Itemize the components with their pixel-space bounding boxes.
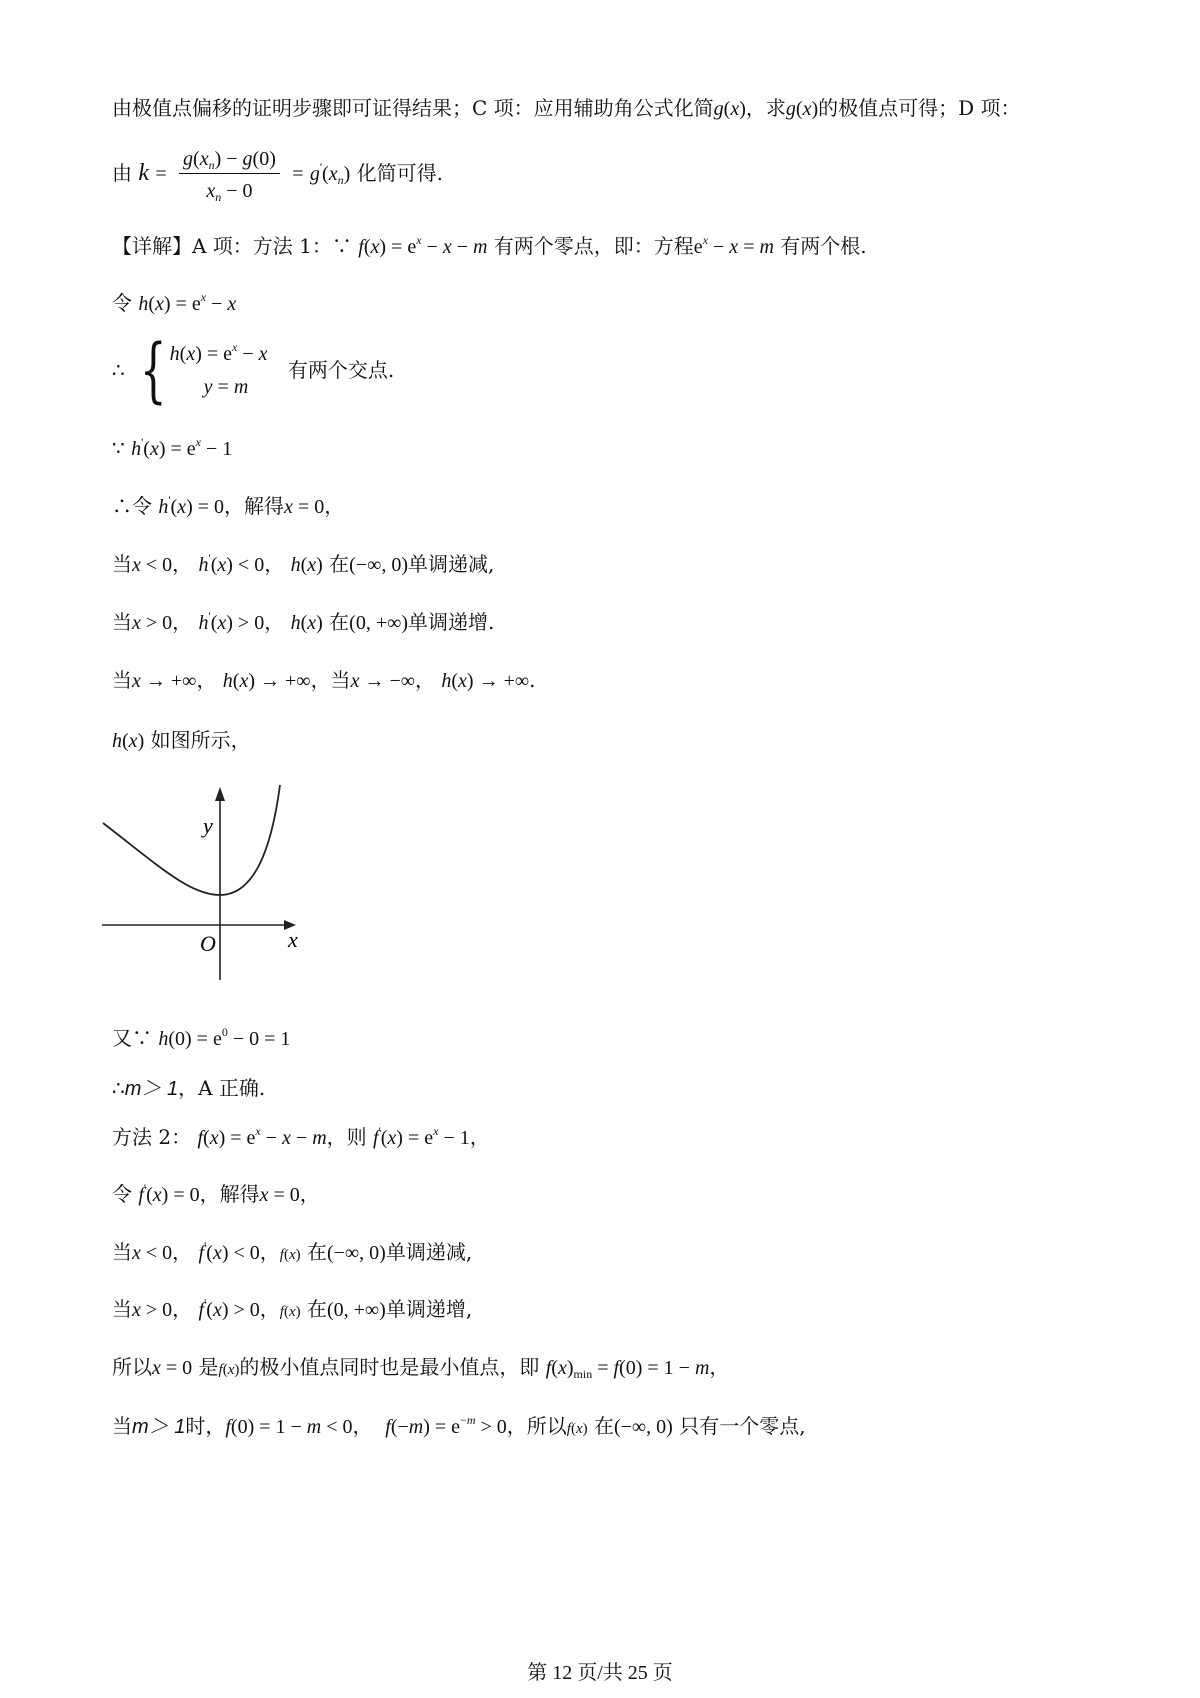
text: ， bbox=[172, 610, 193, 634]
text: 单调递减, bbox=[385, 1240, 473, 1264]
text-line-16: 当x < 0， f'(x) < 0，f(x) 在(−∞, 0)单调递减, bbox=[112, 1239, 473, 1264]
text: m＞ 1 bbox=[124, 1078, 179, 1100]
text: 当 bbox=[112, 1414, 132, 1438]
text: 在 bbox=[593, 1414, 614, 1438]
text-line-19: 当m＞ 1时，f(0) = 1 − m < 0， $f(-m) = e^{-m} > 0$，所以f(x) 在(−∞, 0) 只有一个零点, bbox=[112, 1413, 806, 1438]
text: 时， bbox=[185, 1414, 226, 1438]
text: ，则 bbox=[326, 1125, 367, 1149]
text-line-3: 【详解】A 项：方法 1：∵ $f(x) = e^x - x - m$ 有两个零点，即：方程$e^x - x = m$ 有两个根. bbox=[112, 233, 867, 258]
text: ， bbox=[352, 1414, 373, 1438]
text: ， bbox=[264, 552, 285, 576]
text: 由 bbox=[112, 161, 132, 185]
text: 在 bbox=[329, 552, 350, 576]
text-line-15: 令 f'(x) = 0，解得x = 0， bbox=[112, 1181, 320, 1206]
text-line-7: ∴令 h'(x) = 0，解得x = 0， bbox=[112, 493, 345, 518]
text-line-5 bbox=[112, 329, 395, 411]
text: 在 bbox=[329, 610, 350, 634]
text-line-11: h(x) 如图所示， bbox=[112, 728, 251, 752]
text: 有两个交点. bbox=[287, 358, 395, 382]
text: 单调递减, bbox=[408, 552, 495, 576]
formula-fraction: $\frac{g(x_n) - g(0)}{x_n - 0}$ bbox=[179, 148, 280, 201]
formula: g bbox=[713, 98, 724, 120]
equation-system: { $h(x) = e^x - x$ y = m bbox=[140, 329, 268, 411]
text: 【详解】A 项：方法 1：∵ bbox=[112, 234, 352, 258]
text: 有两个根. bbox=[780, 234, 867, 258]
y-axis-arrow bbox=[215, 787, 225, 801]
text: . bbox=[529, 668, 536, 692]
text-line-18: 所以x = 0 是f(x)的极小值点同时也是最小值点，即 $f(x)_{min} = f(0) = 1 - m$， bbox=[112, 1355, 730, 1381]
text: ∵ bbox=[112, 436, 125, 460]
text: ， bbox=[172, 1297, 193, 1321]
text-line-4: 令 $h(x) = e^x - x$ bbox=[112, 290, 237, 315]
text: ∴ bbox=[112, 1076, 125, 1100]
text: 单调递增. bbox=[408, 610, 495, 634]
text: ， bbox=[259, 1240, 280, 1264]
text: ， bbox=[324, 494, 345, 518]
x-axis-label: x bbox=[288, 927, 298, 952]
text-line-13 bbox=[112, 1078, 265, 1099]
text-line-14: 方法 2： $f(x) = e^x - x - m$，则 $f'(x) = e^x - 1$， bbox=[112, 1124, 490, 1149]
text-line-12: 又∵ $h(0) = e^0 - 0 = 1$ bbox=[112, 1025, 291, 1050]
text-line-1: 由极值点偏移的证明步骤即可证得结果；C 项：应用辅助角公式化简g(x)，求g(x)的极值点可得；D 项： bbox=[112, 96, 1021, 120]
y-axis-label: y bbox=[203, 813, 213, 838]
text: ， bbox=[259, 1297, 280, 1321]
function-graph bbox=[100, 775, 300, 1045]
origin-label: O bbox=[200, 931, 216, 956]
text: 令 bbox=[112, 291, 132, 315]
text-line-8: 当x < 0， h'(x) < 0， h(x) 在(−∞, 0)单调递减, bbox=[112, 551, 495, 576]
text: ， bbox=[469, 1125, 490, 1149]
text: ， bbox=[264, 610, 285, 634]
text: 在 bbox=[306, 1297, 327, 1321]
text: ∴令 bbox=[112, 494, 152, 518]
text-line-10: 当x → +∞， h(x) → +∞，当x → −∞， h(x) → +∞. bbox=[112, 668, 536, 692]
text: 在 bbox=[306, 1240, 327, 1264]
text: 又∵ bbox=[112, 1026, 152, 1050]
text: 当 bbox=[112, 1297, 132, 1321]
text: 如图所示， bbox=[150, 728, 251, 752]
text: ，求 bbox=[745, 96, 786, 120]
text: 当 bbox=[112, 610, 132, 634]
text: ∴ bbox=[112, 358, 125, 382]
text: 由极值点偏移的证明步骤即可证得结果；C 项：应用辅助角公式化简 bbox=[112, 96, 714, 120]
text: ，所以 bbox=[506, 1414, 567, 1438]
text: ， bbox=[172, 1240, 193, 1264]
text: m＞ 1 bbox=[132, 1416, 186, 1438]
text-line-2: 由 k = $\frac{g(x_n) - g(0)}{x_n - 0}$ = $g'(x_n)$ 化简可得. bbox=[112, 148, 443, 204]
text: 所以 bbox=[112, 1355, 152, 1379]
text: ， bbox=[709, 1355, 730, 1379]
text: ，解得 bbox=[224, 494, 285, 518]
text: ， bbox=[415, 668, 435, 692]
text: 有两个零点，即：方程 bbox=[493, 234, 694, 258]
text: 只有一个零点, bbox=[679, 1414, 806, 1438]
text: ， bbox=[299, 1182, 320, 1206]
text: 的极小值点同时也是最小值点，即 bbox=[239, 1355, 540, 1379]
text: ，解得 bbox=[199, 1182, 260, 1206]
text: ，当 bbox=[310, 668, 351, 692]
text: 的极值点可得；D 项： bbox=[818, 96, 1021, 120]
text: 令 bbox=[112, 1182, 132, 1206]
text-line-6: ∵ $h'(x) = e^x - 1$ bbox=[112, 435, 233, 460]
text: 是 bbox=[198, 1355, 219, 1379]
text: 化简可得. bbox=[356, 161, 443, 185]
text: 方法 2： bbox=[112, 1125, 192, 1149]
text: ， bbox=[196, 668, 217, 692]
text-line-9: 当x > 0， h'(x) > 0， h(x) 在(0, +∞)单调递增. bbox=[112, 609, 495, 634]
text-line-17: 当x > 0， f'(x) > 0，f(x) 在(0, +∞)单调递增, bbox=[112, 1296, 473, 1321]
curve-h bbox=[103, 785, 280, 895]
page-footer: 第 12 页/共 25 页 bbox=[527, 1662, 673, 1684]
text: ， bbox=[172, 552, 193, 576]
text: 当 bbox=[112, 552, 132, 576]
text: 当 bbox=[112, 1240, 132, 1264]
formula-k: k bbox=[138, 160, 150, 186]
text: 单调递增, bbox=[385, 1297, 473, 1321]
text: ，A 正确. bbox=[178, 1076, 266, 1100]
text: 当 bbox=[112, 668, 132, 692]
